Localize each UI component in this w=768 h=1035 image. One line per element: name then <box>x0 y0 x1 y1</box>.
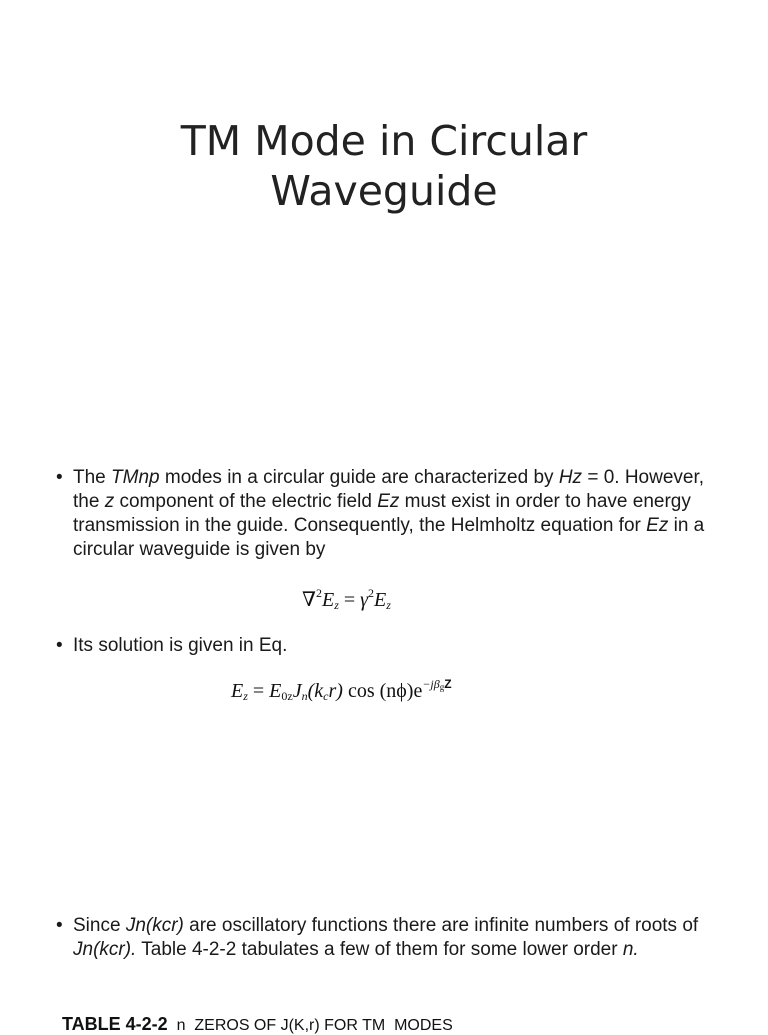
argument: r) <box>328 680 343 702</box>
subscript: 0z <box>281 689 293 703</box>
italic-term: n. <box>622 939 639 960</box>
exponent <box>422 677 451 691</box>
italic-term: Jn(kcr) <box>125 915 184 936</box>
italic-term: Hz <box>558 467 583 488</box>
table-caption-bold: TABLE 4-2-2 <box>62 1014 168 1034</box>
amplitude-symbol: E <box>269 680 282 702</box>
text-run: The <box>73 467 112 488</box>
gamma-symbol: γ <box>360 589 369 611</box>
subscript: z <box>243 689 248 703</box>
subscript: c <box>323 689 329 703</box>
subscript: z <box>334 598 339 612</box>
solution-equation <box>231 677 452 704</box>
bullet-tmnp-description <box>56 466 716 562</box>
italic-term: Ez <box>377 491 400 512</box>
bullet-solution <box>56 634 716 658</box>
equals-sign: = <box>247 680 270 702</box>
bullet-text <box>73 466 716 562</box>
italic-term: Ez <box>646 515 669 536</box>
text-run: Since <box>73 915 126 936</box>
italic-term: TMnp <box>111 467 160 488</box>
bullet-marker: • <box>56 915 63 936</box>
bessel-symbol: J <box>292 680 302 702</box>
bullet-text <box>73 914 716 962</box>
table-caption-cut-off <box>62 1014 453 1035</box>
field-symbol: E <box>231 680 244 702</box>
exponent-text: Z <box>444 677 452 691</box>
exponent-text: −jβ <box>422 677 440 691</box>
slide-title <box>0 116 768 216</box>
slide-title-line-2: Waveguide <box>270 167 498 215</box>
bullet-bessel-roots <box>56 914 716 962</box>
subscript: g <box>439 682 445 692</box>
text-run: are oscillatory functions there are infinite numbers of roots of <box>183 915 699 936</box>
subscript: z <box>386 598 391 612</box>
italic-term: z <box>104 491 115 512</box>
table-caption-rest: n ZEROS OF J(K,r) FOR TM MODES <box>167 1017 453 1034</box>
equals-sign: = <box>338 589 361 611</box>
helmholtz-equation <box>302 586 391 613</box>
bullet-marker: • <box>56 635 63 656</box>
text-run: = 0. However, the <box>73 467 705 512</box>
field-symbol: E <box>374 589 387 611</box>
bullet-text: Its solution is given in Eq. <box>73 635 288 656</box>
subscript: n <box>301 689 308 703</box>
cosine-term: cos (nϕ)e <box>342 680 423 702</box>
superscript: 2 <box>368 586 375 600</box>
italic-term: Jn(kcr). <box>73 939 137 960</box>
text-run: component of the electric field <box>114 491 378 512</box>
slide-title-line-1: TM Mode in Circular <box>180 117 588 165</box>
text-run: modes in a circular guide are characterized by <box>159 467 559 488</box>
superscript: 2 <box>315 586 322 600</box>
field-symbol: E <box>321 589 335 611</box>
nabla-symbol: ∇ <box>302 589 316 611</box>
argument: (k <box>307 680 324 702</box>
text-run: Table 4-2-2 tabulates a few of them for some lower order <box>136 939 623 960</box>
text-run: in a circular waveguide is given by <box>73 515 705 560</box>
text-run: must exist in order to have energy transmission in the guide. Consequently, the Helmholtz equation for <box>73 491 691 536</box>
bullet-marker: • <box>56 467 63 488</box>
